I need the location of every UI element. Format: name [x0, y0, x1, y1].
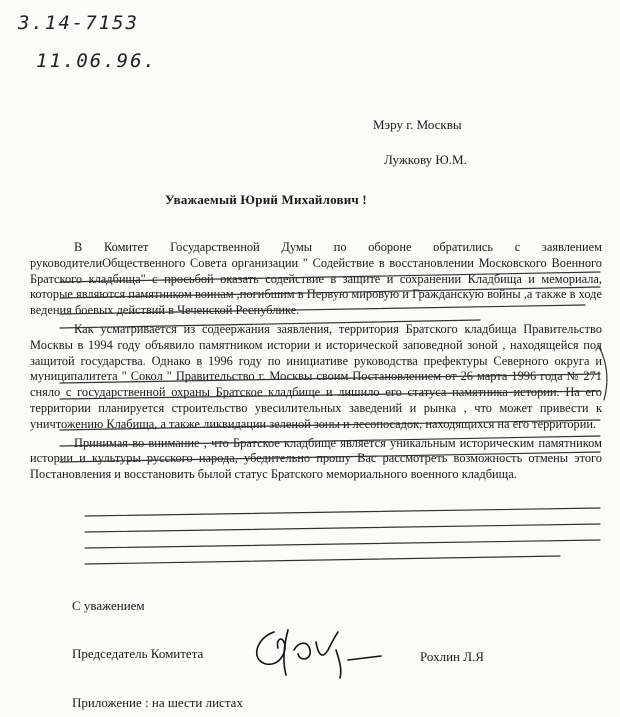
attachment-note: Приложение : на шести листах — [72, 695, 243, 710]
addressee-line-1: Мэру г. Москвы — [373, 117, 462, 132]
handwritten-date: 11.06.96. — [36, 50, 157, 72]
paragraph-3: Принимая во внимание , что Братское кладбище является уникальным историческим памятником истории и культуры русского народа, убедительно прошу Вас рассмотреть возможность отмены этого Постановления и восстановить былой статус Братского мемориального военного кладбища. — [30, 435, 602, 482]
signer-name: Рохлин Л.Я — [420, 649, 484, 664]
signer-title: Председатель Комитета — [72, 646, 204, 661]
handwritten-registration-number: 3.14-7153 — [18, 12, 139, 34]
letter-body — [30, 240, 602, 486]
closing: С уважением — [72, 598, 145, 613]
handwritten-signature — [236, 620, 386, 680]
salutation: Уважаемый Юрий Михайлович ! — [165, 192, 367, 207]
paragraph-1: В Комитет Государственной Думы по обороне обратились с заявлением руководителиОбщественного Совета организации " Содействие в восстановлении Московского Военного Братского кладбища" с просьбой оказать содействие в защите и сохранении Кладбища и мемориала, которые являются памятником воинам ,погибшим в Первую мировую и Гражданскую войны ,а также в ходе ведения боевых действий в Чеченской Республике. — [30, 240, 602, 318]
addressee-line-2: Лужкову Ю.М. — [384, 152, 467, 167]
paragraph-2: Как усматривается из содеержания заявления, территория Братского кладбища Правительство Москвы в 1994 году объявило памятником истории и исторической заповедной зоной , находящейся под защитой государства. Однако в 1996 году по инициативе руководства префектуры Северного округа и муниципалитета " Сокол " Правительство г. Москвы своим Постановлением от 26 марта 1996 года № 271 сняло с государственной охраны Братское кладбище и лишило его статуса памятника истории. На его территории планируется строительство увесилительных заведений и рынка , что может привести к уничтожению Клабища, а также ликвидации зеленой зоны и лесопосадок, находящихся на его территории. — [30, 321, 602, 431]
